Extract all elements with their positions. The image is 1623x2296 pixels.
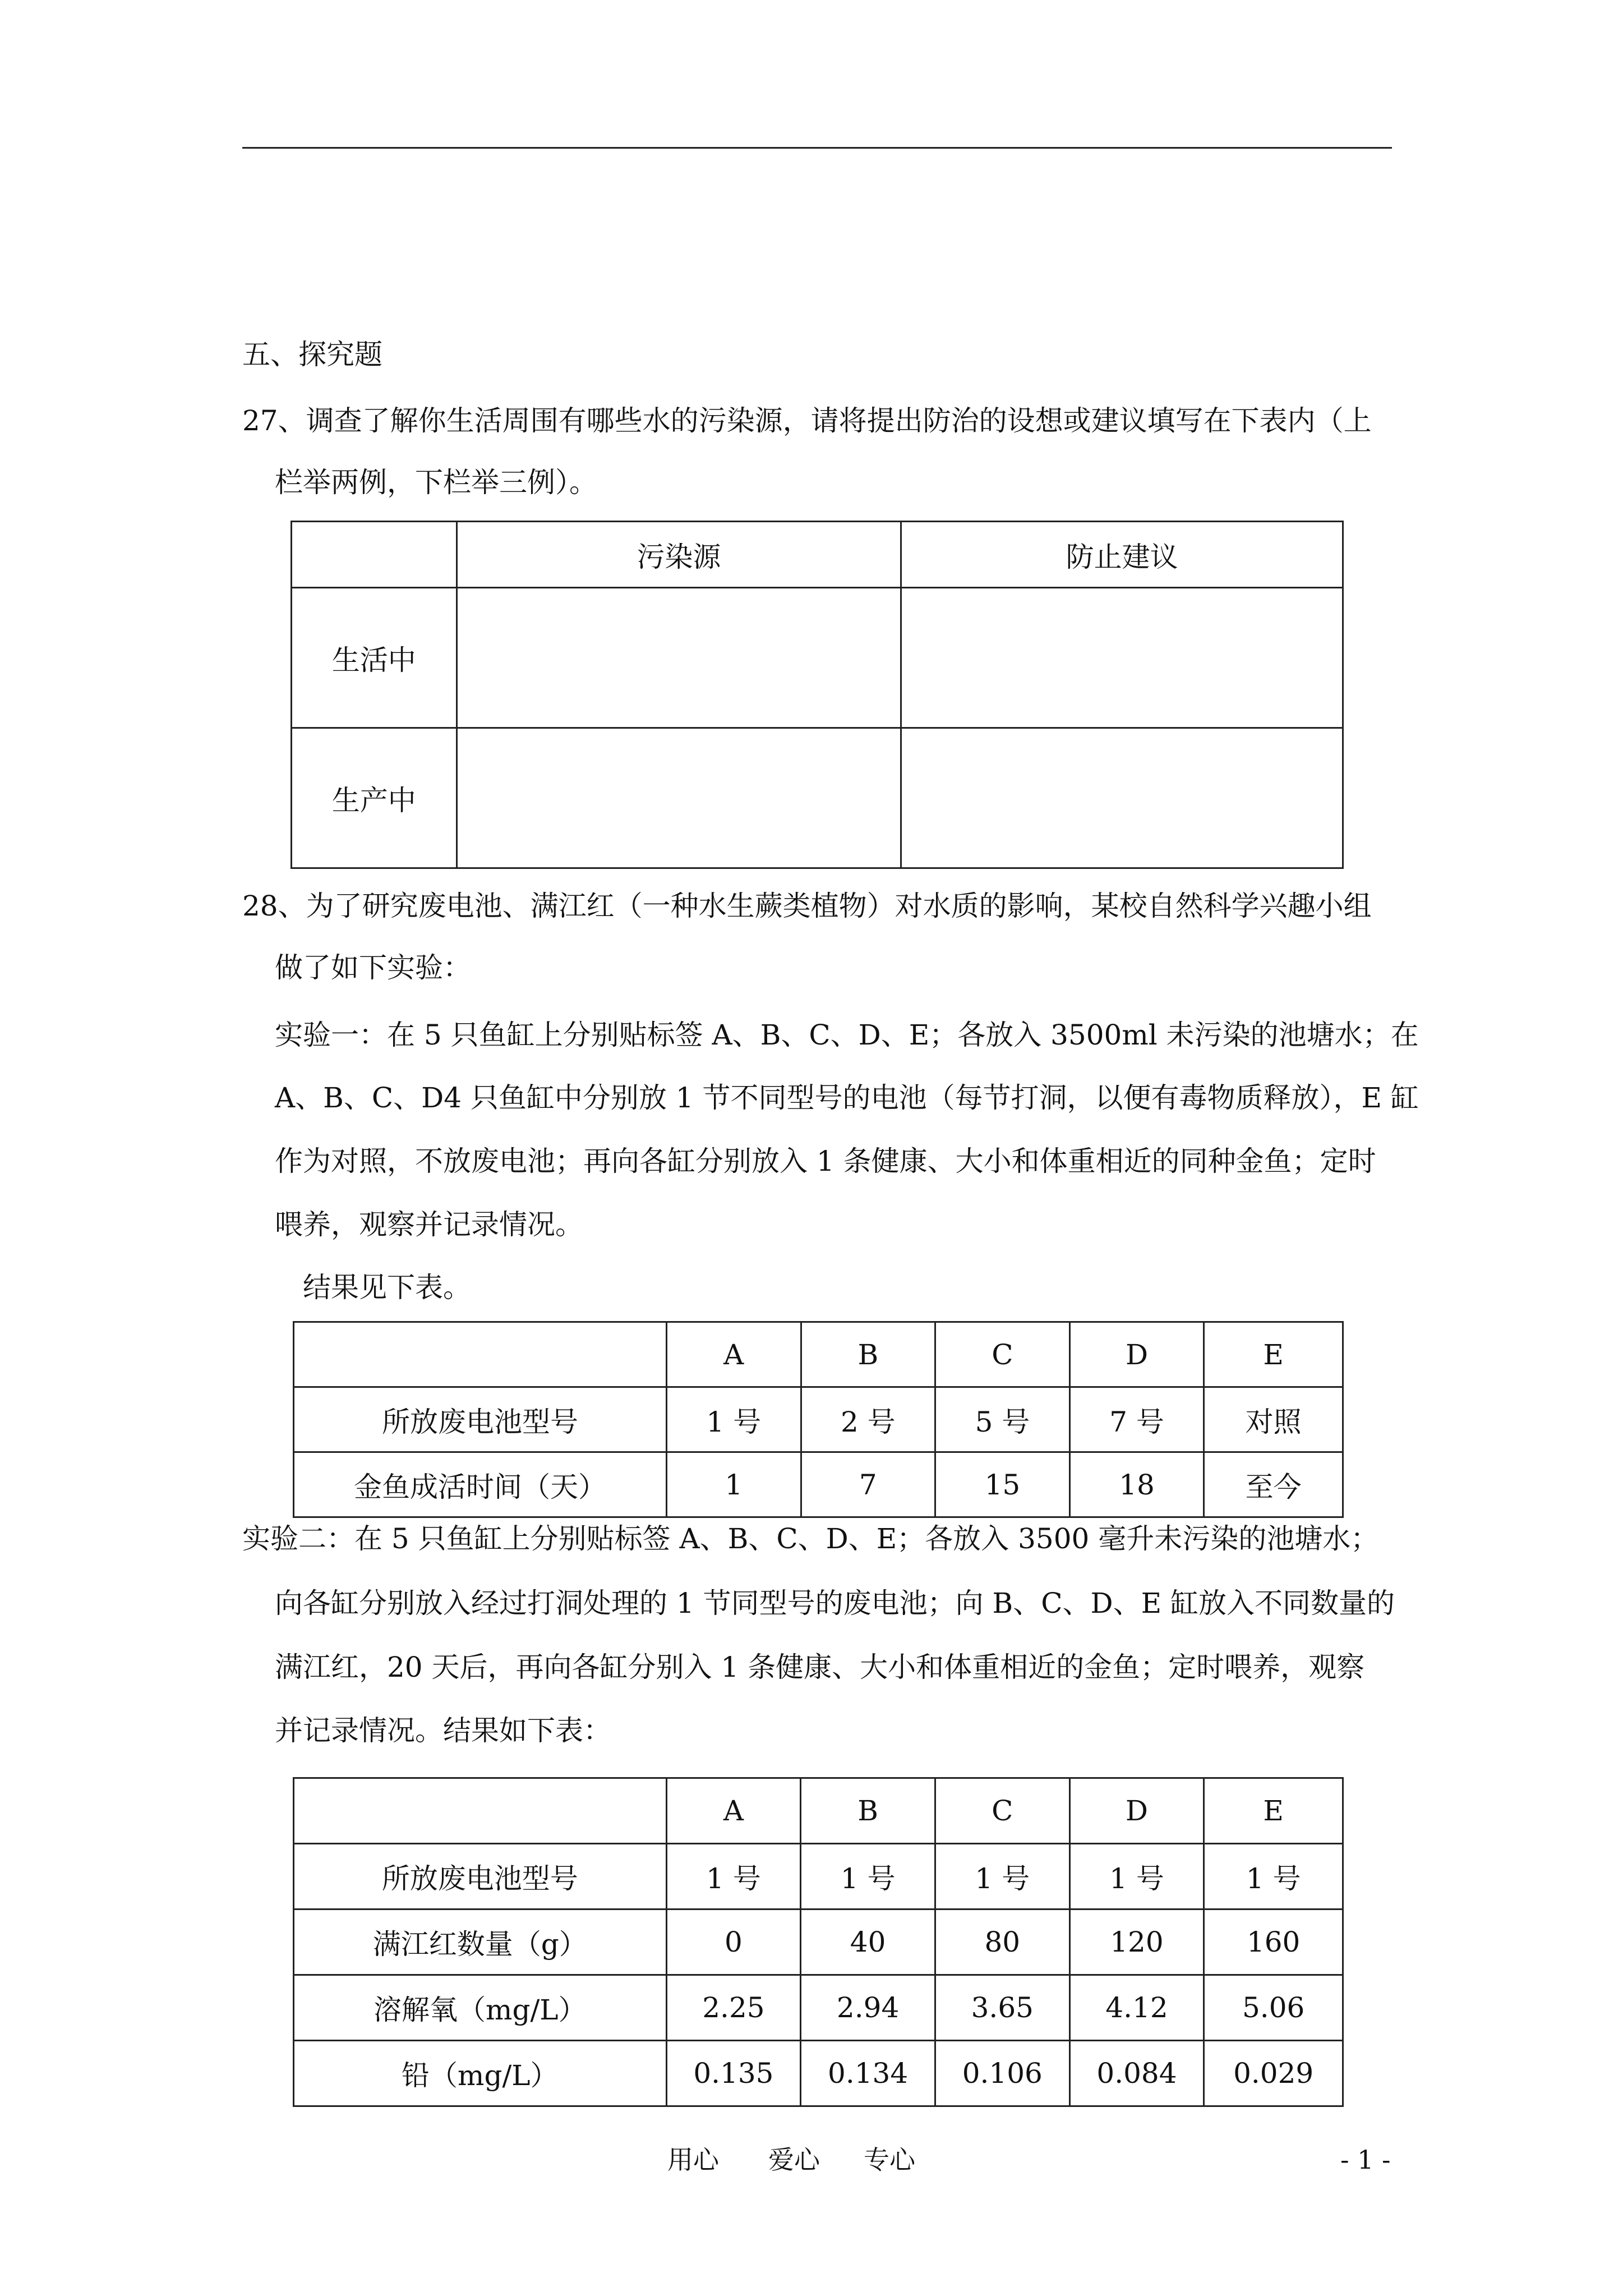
answer-cell[interactable] bbox=[901, 728, 1343, 868]
table-cell: 对照 bbox=[1204, 1387, 1343, 1452]
table-header-cell: 污染源 bbox=[457, 522, 901, 588]
exp1-line-4: 喂养，观察并记录情况。 bbox=[275, 1208, 583, 1241]
exp1-line-1: 实验一：在 5 只鱼缸上分别贴标签 A、B、C、D、E；各放入 3500ml 未污染的池塘水；在 bbox=[275, 1019, 1419, 1051]
table-row bbox=[292, 522, 1343, 588]
exp2-line-3: 满江红，20 天后，再向各缸分别入 1 条健康、大小和体重相近的金鱼；定时喂养，观察 bbox=[275, 1651, 1365, 1683]
row-label: 溶解氧（mg/L） bbox=[294, 1975, 667, 2041]
q28-line-1: 28、为了研究废电池、满江红（一种水生蕨类植物）对水质的影响，某校自然科学兴趣小组 bbox=[242, 890, 1372, 922]
table-cell: 0.084 bbox=[1069, 2041, 1204, 2106]
table-cell: 2.25 bbox=[666, 1975, 801, 2041]
row-label: 满江红数量（g） bbox=[294, 1910, 667, 1975]
row-label: 铅（mg/L） bbox=[294, 2041, 667, 2106]
table-row bbox=[292, 588, 1343, 728]
table-cell: 至今 bbox=[1204, 1452, 1343, 1517]
table-header-cell: 防止建议 bbox=[901, 522, 1343, 588]
table-cell: 160 bbox=[1204, 1910, 1343, 1975]
table-header-cell: D bbox=[1069, 1778, 1204, 1844]
footer-slogan-2: 爱心 bbox=[768, 2145, 820, 2175]
table-row bbox=[294, 1975, 1343, 2041]
table-cell: 1 号 bbox=[666, 1844, 801, 1910]
table-cell: 80 bbox=[935, 1910, 1069, 1975]
exp2-result-table bbox=[293, 1777, 1344, 2107]
table-header-cell: C bbox=[935, 1778, 1069, 1844]
q27-line-1: 27、调查了解你生活周围有哪些水的污染源，请将提出防治的设想或建议填写在下表内（上 bbox=[242, 404, 1372, 437]
table-cell: 0 bbox=[666, 1910, 801, 1975]
table-cell: 18 bbox=[1069, 1452, 1204, 1517]
table-cell: 2.94 bbox=[801, 1975, 935, 2041]
table-header-cell: A bbox=[666, 1322, 801, 1387]
table-cell: 3.65 bbox=[935, 1975, 1069, 2041]
row-label: 生活中 bbox=[292, 588, 457, 728]
q28-line-2: 做了如下实验： bbox=[275, 951, 471, 984]
footer-slogan-1: 用心 bbox=[667, 2145, 719, 2175]
table-cell: 40 bbox=[801, 1910, 935, 1975]
table-cell: 0.029 bbox=[1204, 2041, 1343, 2106]
table-cell: 15 bbox=[935, 1452, 1070, 1517]
exp2-line-1: 实验二：在 5 只鱼缸上分别贴标签 A、B、C、D、E；各放入 3500 毫升未污染的池塘水； bbox=[242, 1522, 1379, 1555]
q27-table bbox=[291, 521, 1344, 869]
table-row bbox=[294, 1387, 1343, 1452]
exp2-line-2: 向各缸分别放入经过打洞处理的 1 节同型号的废电池；向 B、C、D、E 缸放入不同数量的 bbox=[275, 1587, 1395, 1619]
table-cell: 0.135 bbox=[666, 2041, 801, 2106]
table-cell: 1 号 bbox=[1069, 1844, 1204, 1910]
table-cell bbox=[294, 1322, 667, 1387]
answer-cell[interactable] bbox=[901, 588, 1343, 728]
table-row bbox=[292, 728, 1343, 868]
section-title: 五、探究题 bbox=[242, 338, 382, 371]
footer-slogan-3: 专心 bbox=[864, 2145, 915, 2175]
table-row bbox=[294, 1778, 1343, 1844]
table-header-cell: C bbox=[935, 1322, 1070, 1387]
table-cell bbox=[292, 522, 457, 588]
table-row bbox=[294, 1844, 1343, 1910]
table-cell: 1 号 bbox=[935, 1844, 1069, 1910]
table-cell: 1 号 bbox=[666, 1387, 801, 1452]
row-label: 所放废电池型号 bbox=[294, 1844, 667, 1910]
result-intro: 结果见下表。 bbox=[303, 1271, 471, 1304]
exp1-result-table bbox=[293, 1321, 1344, 1518]
row-label: 金鱼成活时间（天） bbox=[294, 1452, 667, 1517]
table-cell bbox=[294, 1778, 667, 1844]
table-header-cell: B bbox=[801, 1322, 935, 1387]
table-row bbox=[294, 2041, 1343, 2106]
page-number: - 1 - bbox=[1340, 2145, 1391, 2175]
row-label: 所放废电池型号 bbox=[294, 1387, 667, 1452]
exp1-line-2: A、B、C、D4 只鱼缸中分别放 1 节不同型号的电池（每节打洞，以便有毒物质释放），E 缸 bbox=[275, 1082, 1419, 1114]
table-cell: 1 号 bbox=[1204, 1844, 1343, 1910]
q27-line-2: 栏举两例，下栏举三例）。 bbox=[275, 466, 597, 499]
table-cell: 5.06 bbox=[1204, 1975, 1343, 2041]
table-header-cell: D bbox=[1069, 1322, 1204, 1387]
table-cell: 7 号 bbox=[1069, 1387, 1204, 1452]
table-header-cell: B bbox=[801, 1778, 935, 1844]
table-header-cell: E bbox=[1204, 1322, 1343, 1387]
table-cell: 120 bbox=[1069, 1910, 1204, 1975]
table-cell: 1 bbox=[666, 1452, 801, 1517]
table-cell: 2 号 bbox=[801, 1387, 935, 1452]
table-row bbox=[294, 1910, 1343, 1975]
answer-cell[interactable] bbox=[457, 728, 901, 868]
table-header-cell: A bbox=[666, 1778, 801, 1844]
header-rule bbox=[242, 147, 1392, 149]
row-label: 生产中 bbox=[292, 728, 457, 868]
exp1-line-3: 作为对照，不放废电池；再向各缸分别放入 1 条健康、大小和体重相近的同种金鱼；定时 bbox=[275, 1145, 1376, 1177]
answer-cell[interactable] bbox=[457, 588, 901, 728]
exp2-line-4: 并记录情况。结果如下表： bbox=[275, 1714, 611, 1747]
table-row bbox=[294, 1452, 1343, 1517]
table-header-cell: E bbox=[1204, 1778, 1343, 1844]
table-cell: 0.106 bbox=[935, 2041, 1069, 2106]
table-cell: 4.12 bbox=[1069, 1975, 1204, 2041]
table-row bbox=[294, 1322, 1343, 1387]
table-cell: 0.134 bbox=[801, 2041, 935, 2106]
table-cell: 7 bbox=[801, 1452, 935, 1517]
table-cell: 1 号 bbox=[801, 1844, 935, 1910]
table-cell: 5 号 bbox=[935, 1387, 1070, 1452]
